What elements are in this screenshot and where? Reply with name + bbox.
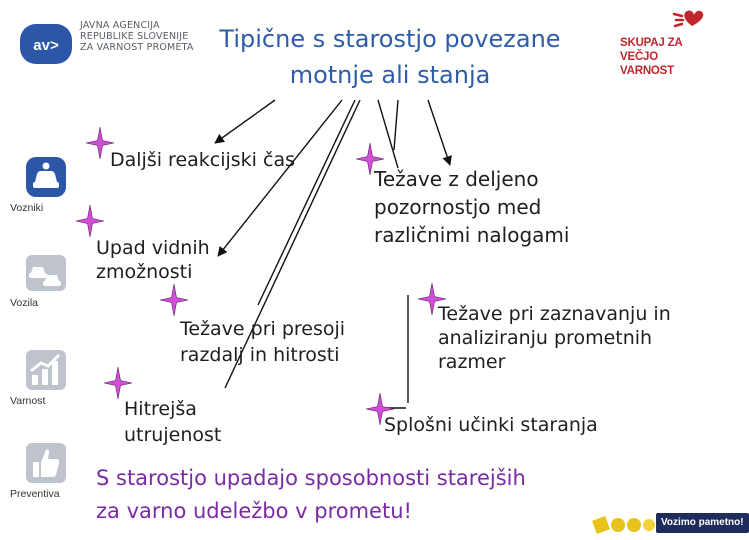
star-icon	[160, 284, 188, 316]
sidebar-item-label: Preventiva	[10, 488, 60, 500]
node-traffic-perception: Težave pri zaznavanju in analiziranju prometnih razmer	[438, 303, 671, 373]
arrow-reaction	[215, 100, 275, 143]
sidebar-item-label: Varnost	[10, 395, 46, 407]
sidebar-item-label: Vozila	[10, 297, 39, 309]
line-center	[394, 100, 398, 150]
smiley-icons	[592, 512, 656, 536]
node-vision: Upad vidnih zmožnosti	[96, 237, 210, 283]
campaign-slogan: SKUPAJ ZA VEČJO VARNOST	[620, 37, 683, 77]
node-reaction-time: Daljši reakcijski čas	[110, 149, 295, 171]
page-title-line1: Tipične s starostjo povezane	[219, 25, 561, 53]
footer-badge: Vozimo pametno!	[656, 513, 749, 533]
star-icon	[104, 367, 132, 399]
arrow-attention	[428, 100, 450, 165]
node-distance-speed: Težave pri presoji razdalj in hitrosti	[180, 318, 346, 366]
line-distance	[258, 100, 355, 305]
svg-text:av>: av>	[33, 37, 59, 54]
sidebar-item-label: Vozniki	[10, 202, 44, 214]
star-icon	[76, 205, 104, 237]
footer-logo	[592, 508, 744, 540]
node-divided-attention: Težave z deljeno pozornostjo med različnimi nalogami	[374, 167, 570, 247]
conclusion-text: S starostjo upadajo sposobnosti starejših za varno udeležbo v prometu!	[96, 466, 526, 523]
agency-name: JAVNA AGENCIJA REPUBLIKE SLOVENIJE ZA VARNOST PROMETA	[80, 20, 194, 53]
page-title-line2: motnje ali stanja	[289, 61, 491, 89]
node-fatigue: Hitrejša utrujenost	[124, 398, 222, 446]
node-aging-effects: Splošni učinki staranja	[384, 414, 598, 436]
